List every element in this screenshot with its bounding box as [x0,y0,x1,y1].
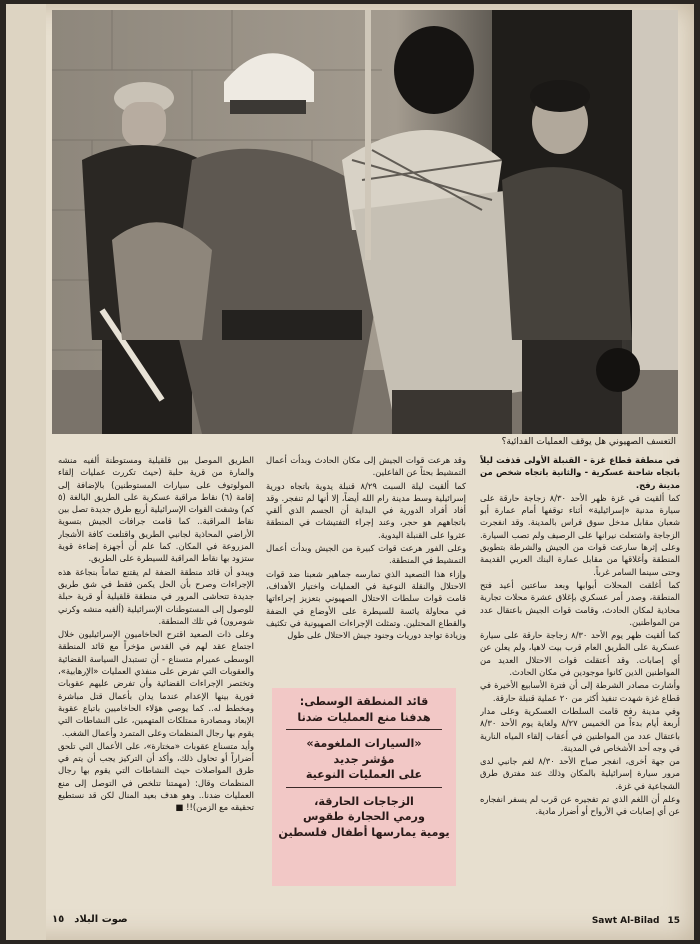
footer-left [52,914,128,925]
pull-quote [272,730,456,787]
magazine-name-arabic: صوت البلاد [74,914,128,925]
article-column-right [480,454,680,894]
paragraph: من جهة أخرى، انفجر صباح الأحد ٨/٣٠ لغم جانبي لدى مرور سيارة إسرائيلية بالمكان وذلك عند مفترق طرق الشجاعية في غزة. [480,756,680,791]
magazine-page [6,4,694,940]
paragraph: كما ألقيت في غزة ظهر الأحد ٨/٣٠ زجاجة حارقة على سيارة مدنية «إسرائيلية» أثناء توقفها أمام عمارة أبو شعبان مقابل مدخل سوق فراس بالمدينة. وقد انفجرت الزجاجة واشتعلت نيرانها على الرصيف ولم تصب السيارة. وعلى إثرها سارعت قوات من الجيش والشرطة بتطويق المنطقة وأغلاقها من مقابل عمارة البنك العربي القديمة وحتى سينما السامر غرباً. [480,492,680,577]
paragraph: وإزاء هذا التصعيد الذي تمارسه جماهير شعبنا ضد قوات الاحتلال والنقلة النوعية في العمليات واختيار الأهداف، قامت قوات سلطات الاحتلال الصهيوني بتعزيز إجراءاتها في محاولة يائسة للسيطرة على الأوضاع في الضفة والقطاع المحتلين. وتمثلت الإجراءات الصهيونية في تكثيف وزيادة تواجد دوريات وجنود جيش الاحتلال على طول [266,568,466,641]
article-column-middle [266,454,466,686]
pull-quote [272,788,456,845]
paragraph: الطريق الموصل بين قلقيلية ومستوطنة ألفيه منشه والمارة من قرية حلبة (حيث تكررت عمليات إلقاء المولوتوف على سيارات المستوطنين) بالإضافة إلى إقامة (٦) نقاط مراقبة عسكرية على الطريق البالغة (٥ كم) وشقت القوات الإسرائيلية أربع طرق جديدة تصل بين نقاط المراقبة.. كما قامت جرافات الجيش بتسوية الأراضي المحاذية لجانبي الطريق واقتلعت كافة الأشجار المزروعة في المكان. كما علم أن أجهزة إضاءة قوية ستزود بها نقاط المراقبة للسيطرة على الطريق. [58,455,254,564]
pull-quote [272,688,456,729]
pull-quote-line: هدفنا منع العمليات ضدنا [297,710,431,724]
paragraph: في منطقة قطاع غزة - القنبلة الأولى قذفت ليلاً باتجاه شاحنة عسكرية - والثانية باتجاه شخص من مدينة رفح. [480,455,680,490]
paragraph: كما ألقيت ليلة السبت ٨/٢٩ قنبلة يدوية باتجاه دورية إسرائيلية وسط مدينة رام الله أيضاً، إلا أنها لم تنفجر. وقد أفاد أفراد الدورية في البداية أن الجسم الذي ألقي باتجاههم هو حجر، وعند إجراء التفتيشات في المنطقة عثروا على القنبلة اليدوية. [266,480,466,540]
pull-quote-line: قائد المنطقة الوسطى: [299,695,429,708]
pull-quote-box [272,688,456,886]
pull-quote-line: «السيارات الملغومة» [306,737,422,750]
pull-quote-line: الزجاجات الحارقة، [314,794,414,808]
page-number: 15 [667,916,680,926]
photo-illustration [52,10,678,434]
pull-quote-line: على العمليات النوعية [305,768,423,781]
paragraph: كما أغلقت المحلات أبوابها وبعد ساعتين أعيد فتح المنطقة، وصدر أمر عسكري بإغلاق عشرة محلات تجارية محاذية لمكان الحادث، وقامت قوات الجيش باعتقال عدد من المواطنين. [480,579,680,627]
paragraph: وأشارت مصادر الشرطة إلى أن فترة الأسابيع الأخيرة في قطاع غزة شهدت تنفيذ أكثر من ٢٠ عملية قنبلة حارقة. [480,680,680,703]
page-number-arabic: ١٥ [52,914,65,925]
news-photo [52,10,678,434]
page-margin [6,4,46,940]
pull-quote-line: يومية يمارسها أطفال فلسطين [278,825,450,839]
paragraph: ويبدو أن قائد منطقة الضفة لم يقتنع تماماً بنجاعة هذه الإجراءات وصرح بأن الحل يكمن فقط في شق طريق جديدة تتحاشى المرور في منطقة قلقيلية أو قرية حبلة للوصول إلى المستوطنات الإسرائيلية (ألفيه منشه وكرني شومرون) في تلك المنطقة. [58,566,254,626]
magazine-name: Sawt Al-Bilad [591,916,660,926]
paragraph: كما ألقيت ظهر يوم الأحد ٨/٣٠ زجاجة حارقة على سيارة عسكرية على الطريق العام قرب بيت لاهيا، ولم يعلن عن أي إصابات. وقد أعتقلت قوات الاحتلال العديد من المواطنين الذين كانوا موجودين في مكان الحادث. [480,630,680,678]
pull-quote-line: ورمي الحجارة طقوس [303,810,425,823]
paragraph: وعلم أن اللغم الذي تم تفجيره عن قرب لم يسفر انفجاره عن أي إصابات في الأرواح أو أضرار مادية. [480,794,680,817]
paragraph: وعلى ذات الصعيد اقترح الحاخاميون الإسرائيليون خلال اجتماع عقد لهم في القدس مؤخراً مع قائد المنطقة الوسطى عميرام متسناع - أن تستبدل السياسة القضائية والعقوبات التي تفرض على منفذي العمليات «الإرهابية»، وتختصر الإجراءات القضائية وأن تفرض عليهم عقوبات فورية بينها الإعدام عندما يدان بأعمال قتل مباشرة ومخطط له.. كما يوصي هؤلاء الحاخاميين باتباع عقوبة الإبعاد ومصادرة ممتلكات المتهمين، على النشاطات التي يقوم بها رجال المنظمات وعلى المتمرد وأعمال الشغب. [58,629,254,738]
paragraph: وفي مدينة رفح قامت السلطات العسكرية وعلى مدار أربعة أيام بدءاً من الخميس ٨/٢٧ ولغاية يوم الأحد ٨/٣٠ باعتقال عدد من المواطنين في أعقاب إلقاء المياه النارية في وجه أحد الأشخاص في المدينة. [480,705,680,753]
paragraph: وعلى الفور هرعت قوات كبيرة من الجيش وبدأت أعمال التمشيط في المنطقة. [266,543,466,566]
paragraph: وأيد متسناع عقوبات «مختارة»، على الأعمال التي تلحق أضراراً أو تحاول ذلك، وأكد أن التركيز يجب أن يتم في طرق المواصلات حيث النشاطات التي يقوم بها رجال المنظمات وقال: (مهمتنا تتلخص في التوصل إلى منع العمليات ضدنا.. وهو هدف بعيد المنال لكن قد نستطيع تحقيقه مع الزمن)!! ■ [58,740,254,813]
paragraph: وقد هرعت قوات الجيش إلى مكان الحادث وبدأت أعمال التمشيط بحثاً عن الفاعلين. [266,455,466,478]
article-column-left [58,454,254,890]
pull-quote-line: مؤشر جديد [333,752,395,766]
photo-caption: التعسف الصهيوني هل يوقف العمليات الفدائية؟ [501,437,676,447]
footer-right [592,916,680,926]
